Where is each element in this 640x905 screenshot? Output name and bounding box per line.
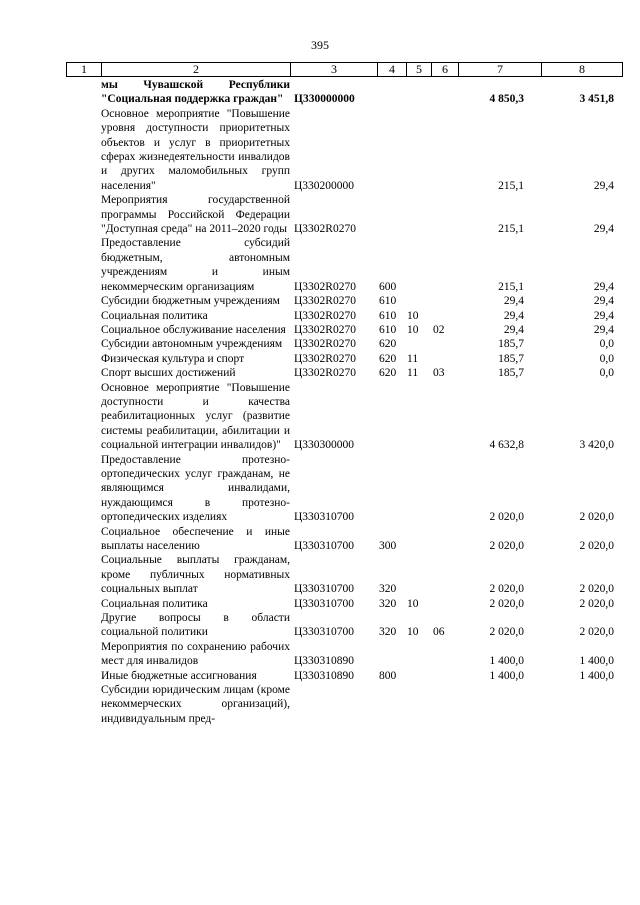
table-row	[66, 78, 616, 107]
row-name: мы Чувашской Республики "Социальная поддержка граждан"	[101, 79, 290, 106]
row-amount-2: 0,0	[599, 352, 614, 365]
column-header: 5	[407, 63, 432, 77]
row-name: Субсидии автономным учреждениям	[101, 338, 283, 351]
row-amount-2: 2 020,0	[579, 540, 614, 552]
column-header: 8	[542, 63, 623, 77]
table-row	[66, 337, 616, 351]
row-code: Ц3302R0270	[294, 280, 356, 293]
row-code: Ц330000000	[294, 93, 355, 106]
row-name: Основное мероприятие "Повышение доступности и качества реабилитационных услуг (развитие системы реабилитации, абилитации и социальной интеграции инвалидов)"	[101, 381, 290, 452]
row-c4: 800	[379, 669, 397, 682]
row-name: Предоставление субсидий бюджетным, автономным учреждениям и иным некоммерческим организациям	[101, 237, 290, 293]
row-code: Ц330300000	[294, 439, 355, 452]
row-amount-2: 29,4	[593, 179, 614, 192]
row-amount-1: 215,1	[498, 280, 524, 293]
row-c4: 300	[379, 540, 397, 552]
table-row	[66, 553, 616, 596]
row-amount-2: 1 400,0	[579, 669, 614, 682]
row-amount-2: 0,0	[599, 338, 614, 351]
row-c6: 02	[433, 323, 445, 336]
row-name: Иные бюджетные ассигнования	[101, 669, 257, 682]
row-amount-1: 29,4	[503, 309, 524, 322]
row-c5: 11	[407, 352, 419, 365]
row-amount-1: 1 400,0	[489, 655, 524, 668]
table-row	[66, 611, 616, 640]
row-c5: 10	[407, 626, 419, 639]
column-header: 7	[459, 63, 542, 77]
row-amount-2: 0,0	[599, 367, 614, 380]
row-amount-1: 215,1	[498, 179, 524, 192]
row-c4: 620	[379, 352, 397, 365]
table-row	[66, 453, 616, 525]
table-row	[66, 366, 616, 380]
column-header: 2	[102, 63, 291, 77]
table-row	[66, 193, 616, 236]
row-c4: 620	[379, 367, 397, 380]
row-c4: 320	[379, 583, 397, 596]
table-row	[66, 294, 616, 308]
table-row	[66, 309, 616, 323]
row-amount-1: 1 400,0	[489, 669, 524, 682]
row-c4: 610	[379, 309, 397, 322]
row-code: Ц330310700	[294, 511, 355, 524]
table-row	[66, 640, 616, 669]
row-amount-1: 185,7	[498, 338, 524, 351]
row-c6: 06	[433, 626, 445, 639]
table-row	[66, 352, 616, 366]
row-amount-1: 2 020,0	[489, 583, 524, 596]
row-code: Ц330310890	[294, 669, 355, 682]
column-header: 4	[378, 63, 407, 77]
row-code: Ц330310700	[294, 540, 355, 552]
row-code: Ц3302R0270	[294, 338, 356, 351]
table-row	[66, 525, 616, 554]
row-amount-2: 2 020,0	[579, 626, 614, 639]
row-amount-1: 29,4	[503, 295, 524, 308]
column-header-row	[66, 62, 623, 77]
row-code: Ц330310700	[294, 597, 355, 610]
row-c4: 320	[379, 597, 397, 610]
row-name: Социальная политика	[101, 309, 208, 322]
row-c5: 10	[407, 597, 419, 610]
table-row	[66, 381, 616, 453]
row-amount-2: 2 020,0	[579, 583, 614, 596]
row-code: Ц3302R0270	[294, 309, 356, 322]
row-amount-1: 2 020,0	[489, 511, 524, 524]
row-code: Ц330200000	[294, 179, 355, 192]
row-name: Другие вопросы в области социальной политики	[101, 612, 290, 639]
row-name: Социальное обеспечение и иные выплаты населению	[101, 525, 290, 552]
row-code: Ц3302R0270	[294, 367, 356, 380]
row-name: Основное мероприятие "Повышение уровня доступности приоритетных объектов и услуг в приоритетных сферах жизнедеятельности инвалидов и других маломобильных групп населения"	[101, 107, 290, 192]
row-c5: 11	[407, 367, 419, 380]
row-name: Мероприятия государственной программы Российской Федерации "Доступная среда" на 2011–2020 годы	[101, 194, 290, 236]
row-amount-1: 185,7	[498, 352, 524, 365]
row-code: Ц330310700	[294, 583, 355, 596]
row-amount-2: 1 400,0	[579, 655, 614, 668]
row-c5: 10	[407, 309, 419, 322]
budget-table-body	[66, 78, 616, 726]
row-name: Субсидии юридическим лицам (кроме некоммерческих организаций), индивидуальным пред-	[101, 684, 290, 725]
row-amount-1: 2 020,0	[489, 540, 524, 552]
row-amount-1: 2 020,0	[489, 597, 524, 610]
column-header: 3	[291, 63, 378, 77]
row-name: Социальная политика	[101, 597, 208, 610]
row-amount-2: 2 020,0	[579, 511, 614, 524]
table-row	[66, 683, 616, 726]
row-amount-2: 3 451,8	[579, 93, 614, 106]
row-amount-1: 215,1	[498, 223, 524, 236]
row-amount-1: 29,4	[503, 323, 524, 336]
row-name: Предоставление протезно-ортопедических услуг гражданам, не являющимся инвалидами, нуждающимся в протезно-ортопедических изделиях	[101, 453, 290, 524]
table-row	[66, 669, 616, 683]
row-amount-2: 29,4	[593, 280, 614, 293]
row-amount-1: 4 632,8	[489, 439, 524, 452]
row-c4: 620	[379, 338, 397, 351]
row-name: Социальное обслуживание населения	[101, 323, 286, 336]
row-name: Мероприятия по сохранению рабочих мест для инвалидов	[101, 640, 290, 668]
row-name: Спорт высших достижений	[101, 367, 236, 380]
row-c5: 10	[407, 323, 419, 336]
row-name: Физическая культура и спорт	[101, 352, 245, 365]
row-c4: 610	[379, 295, 397, 308]
page-number: 395	[311, 38, 329, 52]
row-amount-2: 2 020,0	[579, 597, 614, 610]
row-amount-2: 29,4	[593, 323, 614, 336]
row-amount-2: 29,4	[593, 295, 614, 308]
table-row	[66, 597, 616, 611]
row-amount-1: 2 020,0	[489, 626, 524, 639]
column-header: 6	[432, 63, 459, 77]
table-row	[66, 236, 616, 294]
row-c4: 320	[379, 626, 397, 639]
row-name: Социальные выплаты гражданам, кроме публичных нормативных социальных выплат	[101, 554, 290, 596]
row-code: Ц3302R0270	[294, 323, 356, 336]
row-c6: 03	[433, 367, 445, 380]
row-amount-2: 29,4	[593, 309, 614, 322]
row-code: Ц3302R0270	[294, 223, 356, 236]
row-amount-2: 3 420,0	[579, 439, 614, 452]
column-header: 1	[67, 63, 102, 77]
row-c4: 610	[379, 323, 397, 336]
row-amount-1: 185,7	[498, 367, 524, 380]
row-name: Субсидии бюджетным учреждениям	[101, 295, 280, 308]
table-row	[66, 323, 616, 337]
row-code: Ц3302R0270	[294, 295, 356, 308]
row-code: Ц330310890	[294, 655, 355, 668]
table-row	[66, 107, 616, 193]
row-c4: 600	[379, 280, 397, 293]
row-amount-1: 4 850,3	[489, 93, 524, 106]
row-amount-2: 29,4	[593, 223, 614, 236]
row-code: Ц330310700	[294, 626, 355, 639]
row-code: Ц3302R0270	[294, 352, 356, 365]
